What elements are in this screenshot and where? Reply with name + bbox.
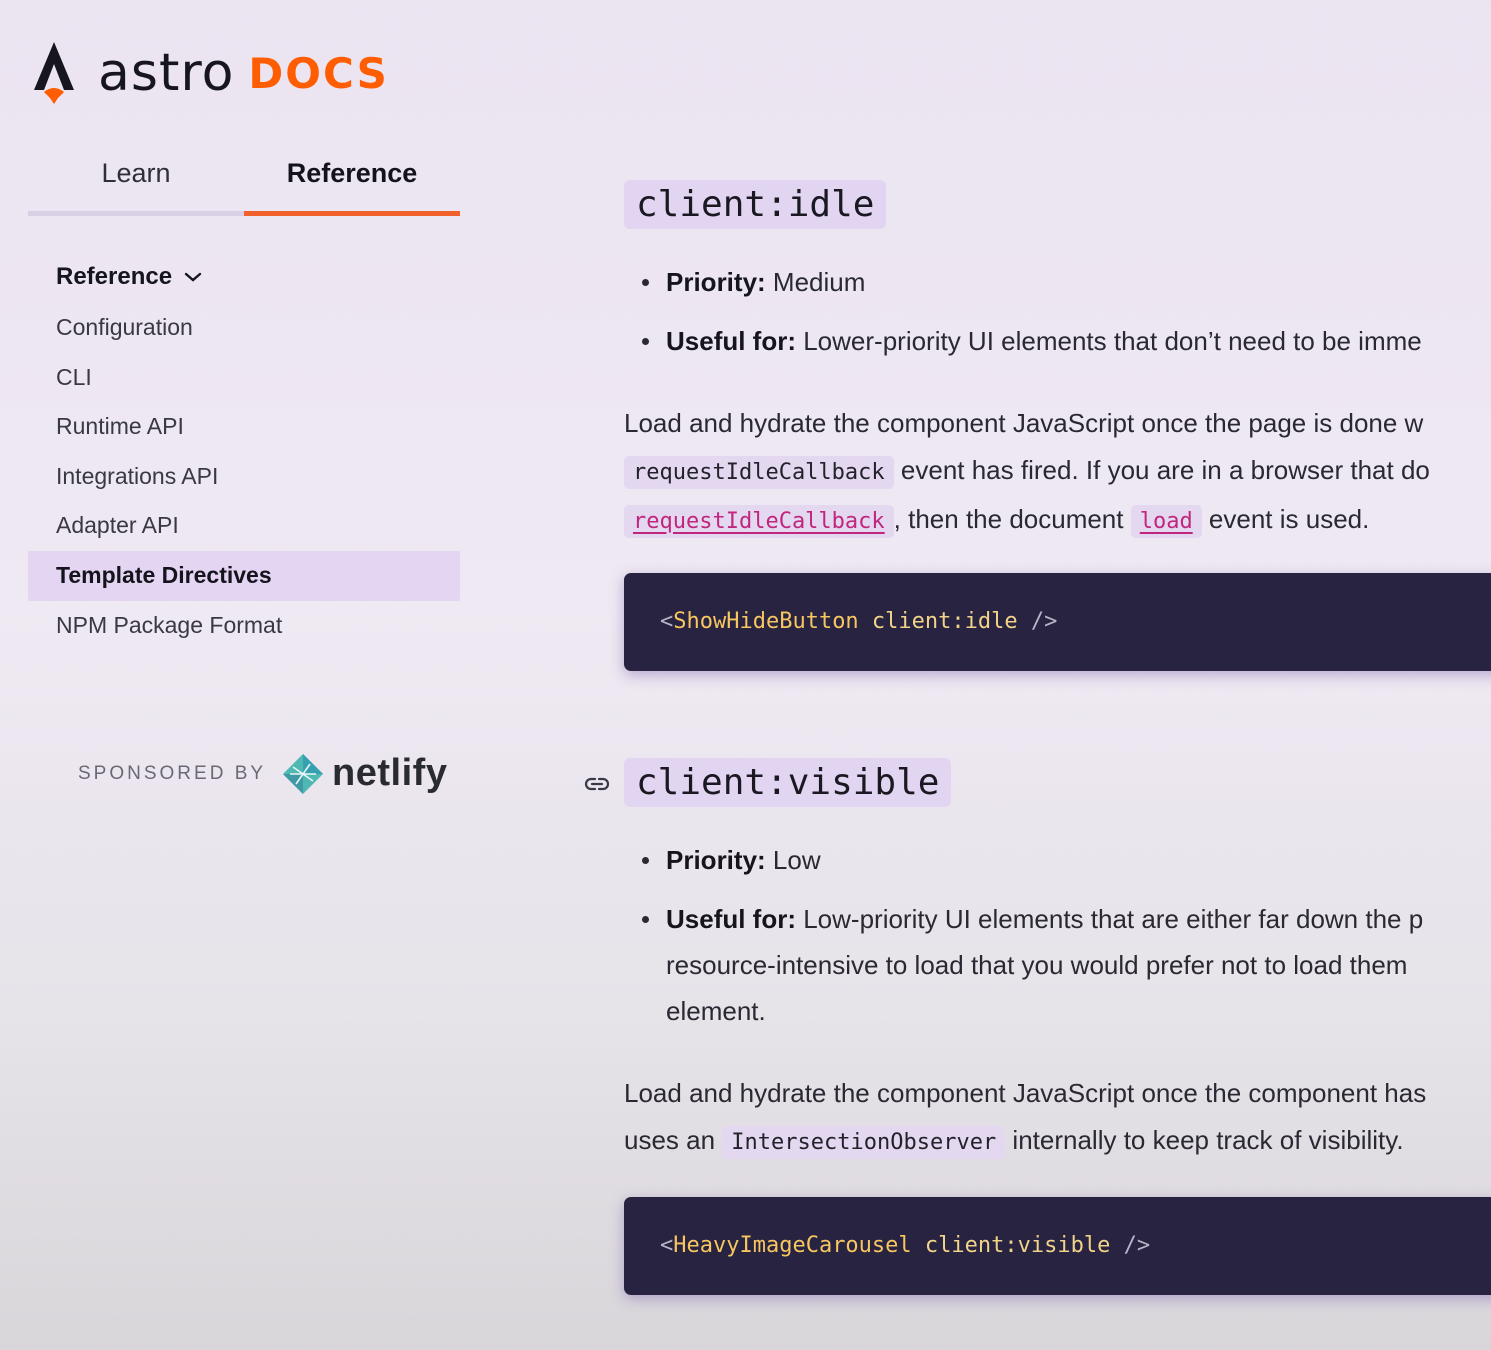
tab-reference[interactable]: Reference	[244, 150, 460, 216]
code-token: />	[1017, 609, 1058, 634]
para-text: , then the document	[893, 504, 1131, 534]
bullet-text: Low-priority UI elements that are either far down the p	[796, 904, 1424, 934]
sidebar-item-cli[interactable]: CLI	[56, 363, 92, 390]
sidebar-item-configuration[interactable]: Configuration	[56, 314, 193, 340]
code-token: client:idle	[858, 609, 1018, 634]
bullet-key: Priority:	[666, 845, 766, 875]
heading-client-idle: client:idle	[624, 180, 886, 229]
para-text: uses an	[624, 1124, 723, 1155]
bullet-key: Priority:	[666, 267, 766, 297]
para-text: event has fired. If you are in a browser that do	[893, 454, 1430, 485]
inline-code: IntersectionObserver	[722, 1126, 1005, 1159]
code-token: <	[660, 609, 674, 634]
bullet-line: resource-intensive to load that you would prefer not to load them	[666, 950, 1408, 980]
para-line	[624, 1117, 1491, 1167]
code-block[interactable]	[624, 573, 1491, 671]
code-token: />	[1110, 1233, 1151, 1258]
sidebar-item-runtime-api[interactable]: Runtime API	[56, 413, 184, 440]
logo-docs-label: DOCS	[248, 48, 389, 98]
tab-learn[interactable]: Learn	[28, 150, 244, 216]
heading-client-visible: client:visible	[624, 758, 951, 807]
para-text: internally to keep track of visibility.	[1005, 1124, 1404, 1155]
bullet-text: Lower-priority UI elements that don’t need to be imme	[796, 326, 1422, 356]
para-text: event is used.	[1201, 504, 1370, 534]
sidebar-item-adapter-api[interactable]: Adapter API	[56, 512, 179, 539]
bullet-line: element.	[666, 996, 766, 1026]
inline-code-link[interactable]: load	[1131, 505, 1202, 538]
bullet-text: Low	[765, 845, 821, 875]
sidebar-group-label: Reference	[56, 263, 173, 290]
sidebar-tabs	[28, 150, 460, 216]
inline-code: requestIdleCallback	[624, 456, 894, 489]
sidebar-item-integrations-api[interactable]: Integrations API	[56, 462, 219, 489]
code-block[interactable]	[624, 1197, 1491, 1295]
visible-bullet-list	[640, 837, 1491, 1034]
astro-docs-logo[interactable]	[30, 40, 389, 106]
idle-description	[624, 400, 1491, 546]
netlify-logo-icon	[282, 753, 324, 795]
sidebar-group-reference[interactable]	[56, 263, 202, 291]
sidebar-nav	[28, 303, 460, 650]
para-line: Load and hydrate the component JavaScript once the page is done w	[624, 408, 1424, 438]
para-line: Load and hydrate the component JavaScript once the component has	[624, 1078, 1427, 1108]
code-token: client:visible	[911, 1233, 1111, 1258]
bullet-key: Useful for:	[666, 904, 796, 934]
sponsor-block[interactable]	[78, 752, 447, 795]
para-line	[624, 447, 1491, 497]
bullet-line	[666, 896, 1491, 942]
visible-description	[624, 1070, 1491, 1166]
logo-wordmark: astro	[98, 43, 235, 103]
bullet-key: Useful for:	[666, 326, 796, 356]
idle-bullet-list	[640, 259, 1491, 364]
sidebar-item-npm-package-format[interactable]: NPM Package Format	[56, 611, 283, 638]
chevron-down-icon	[184, 271, 202, 283]
bullet-text: Medium	[765, 267, 866, 297]
list-item	[640, 837, 1491, 883]
list-item	[640, 259, 1491, 305]
code-token: <	[660, 1233, 674, 1258]
inline-code-link[interactable]: requestIdleCallback	[624, 505, 894, 538]
list-item	[640, 896, 1491, 1034]
code-token: ShowHideButton	[673, 609, 859, 634]
code-line	[660, 1233, 1150, 1258]
astro-rocket-icon	[30, 40, 78, 106]
sidebar-item-template-directives[interactable]: Template Directives	[28, 551, 460, 601]
code-token: HeavyImageCarousel	[673, 1233, 912, 1258]
sponsor-label: SPONSORED BY	[78, 762, 267, 784]
code-line	[660, 609, 1057, 634]
sponsor-name: netlify	[332, 752, 448, 794]
para-line	[624, 496, 1491, 546]
anchor-link-icon[interactable]	[581, 770, 613, 798]
list-item	[640, 318, 1491, 364]
